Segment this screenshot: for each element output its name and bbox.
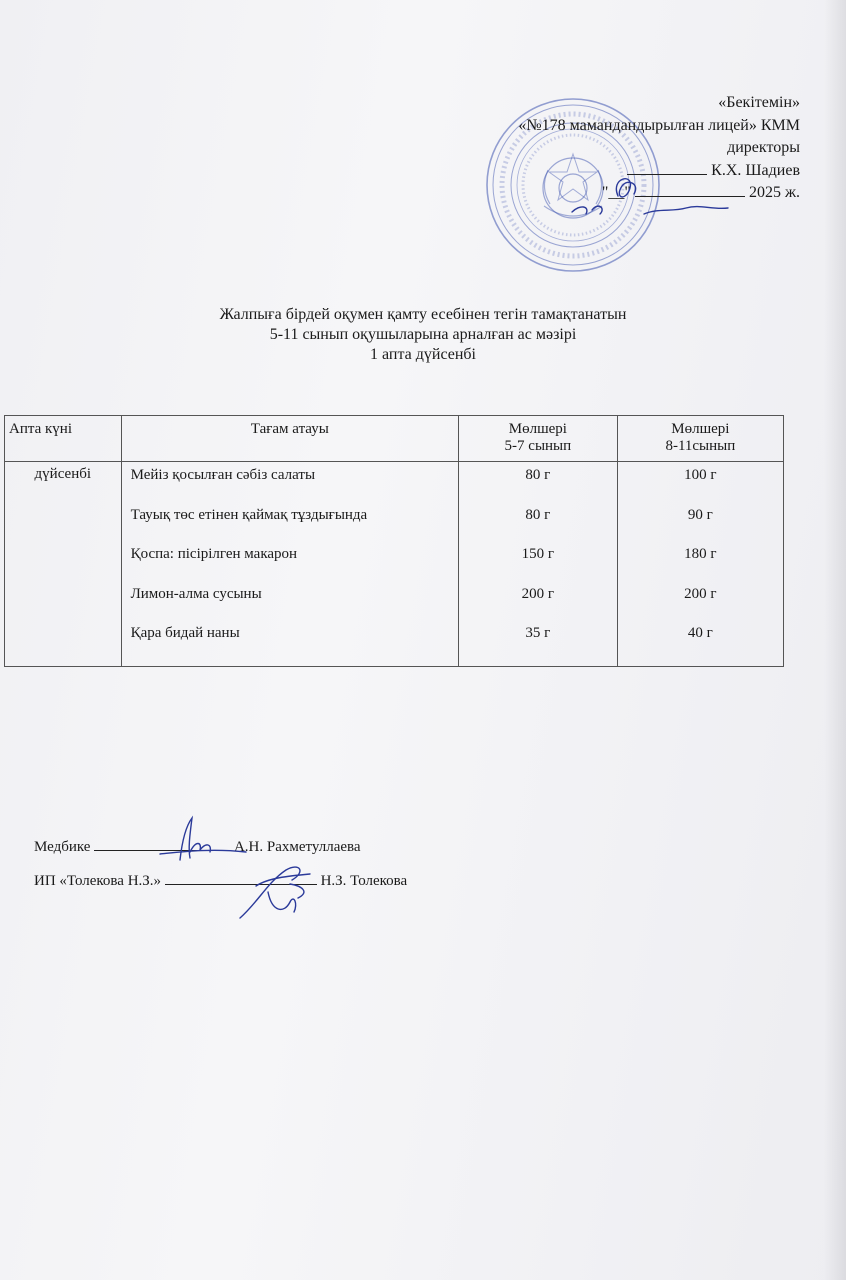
header-qty-8-11 [617, 416, 783, 462]
qty-5-7-item: 150 г [521, 546, 555, 562]
table-row [5, 462, 784, 667]
title-line-3: 1 апта дүйсенбі [370, 346, 476, 363]
title-line-1: Жалпыға бірдей оқумен қамту есебінен тегін тамақтанатын [219, 306, 627, 323]
dish-cell [121, 462, 458, 667]
qty-8-11-item: 40 г [687, 625, 713, 641]
header-qty-5-7 [459, 416, 618, 462]
qty-8-11-item: 100 г [684, 467, 717, 483]
dish-item: Мейіз қосылған сәбіз салаты [130, 467, 316, 483]
nurse-label: Медбике [34, 839, 91, 855]
approval-heading: «Бекітемін» [718, 94, 800, 111]
menu-table [4, 415, 784, 667]
header-qty-5-7-line1: Мөлшері [508, 421, 567, 437]
approval-position: директоры [727, 139, 800, 156]
dish-item: Лимон-алма сусыны [130, 585, 262, 602]
qty-8-11-cell [617, 462, 783, 667]
qty-5-7-item: 200 г [521, 585, 555, 602]
header-dish: Тағам атауы [121, 416, 458, 462]
date-year: 2025 ж. [748, 184, 800, 201]
table-header-row [5, 416, 784, 462]
supplier-name: Н.З. Толекова [320, 873, 408, 889]
qty-5-7-item: 80 г [525, 506, 551, 523]
dish-item: Қоспа: пісірілген макарон [130, 546, 298, 562]
nurse-signature [150, 812, 270, 868]
dish-item: Тауық төс етінен қаймақ тұздығында [130, 506, 368, 523]
supplier-signature [228, 862, 338, 922]
day-cell: дүйсенбі [5, 462, 122, 667]
director-name: К.Х. Шадиев [711, 161, 800, 179]
qty-8-11-item: 180 г [684, 546, 717, 562]
supplier-label: ИП «Толекова Н.З.» [34, 873, 162, 889]
header-qty-5-7-line2: 5-7 сынып [504, 438, 572, 454]
qty-5-7-cell [459, 462, 618, 667]
nurse-name: А.Н. Рахметуллаева [233, 839, 361, 855]
menu-title [0, 305, 846, 365]
supplier-signature-row [34, 872, 407, 890]
qty-8-11-item: 90 г [687, 506, 713, 523]
header-qty-8-11-line2: 8-11сынып [665, 438, 736, 454]
qty-5-7-item: 80 г [525, 467, 551, 483]
approval-organization: «№178 мамандандырылған лицей» КММ [518, 116, 800, 134]
qty-5-7-item: 35 г [525, 625, 551, 641]
qty-8-11-item: 200 г [684, 585, 717, 602]
header-qty-8-11-line1: Мөлшері [671, 421, 730, 437]
director-signature [600, 168, 750, 228]
date-day: "__" [601, 184, 631, 201]
dish-item: Қара бидай наны [130, 625, 240, 641]
title-line-2: 5-11 сынып оқушыларына арналған ас мәзірі [269, 326, 577, 343]
page-shadow [824, 0, 846, 1280]
header-day: Апта күні [5, 416, 122, 462]
